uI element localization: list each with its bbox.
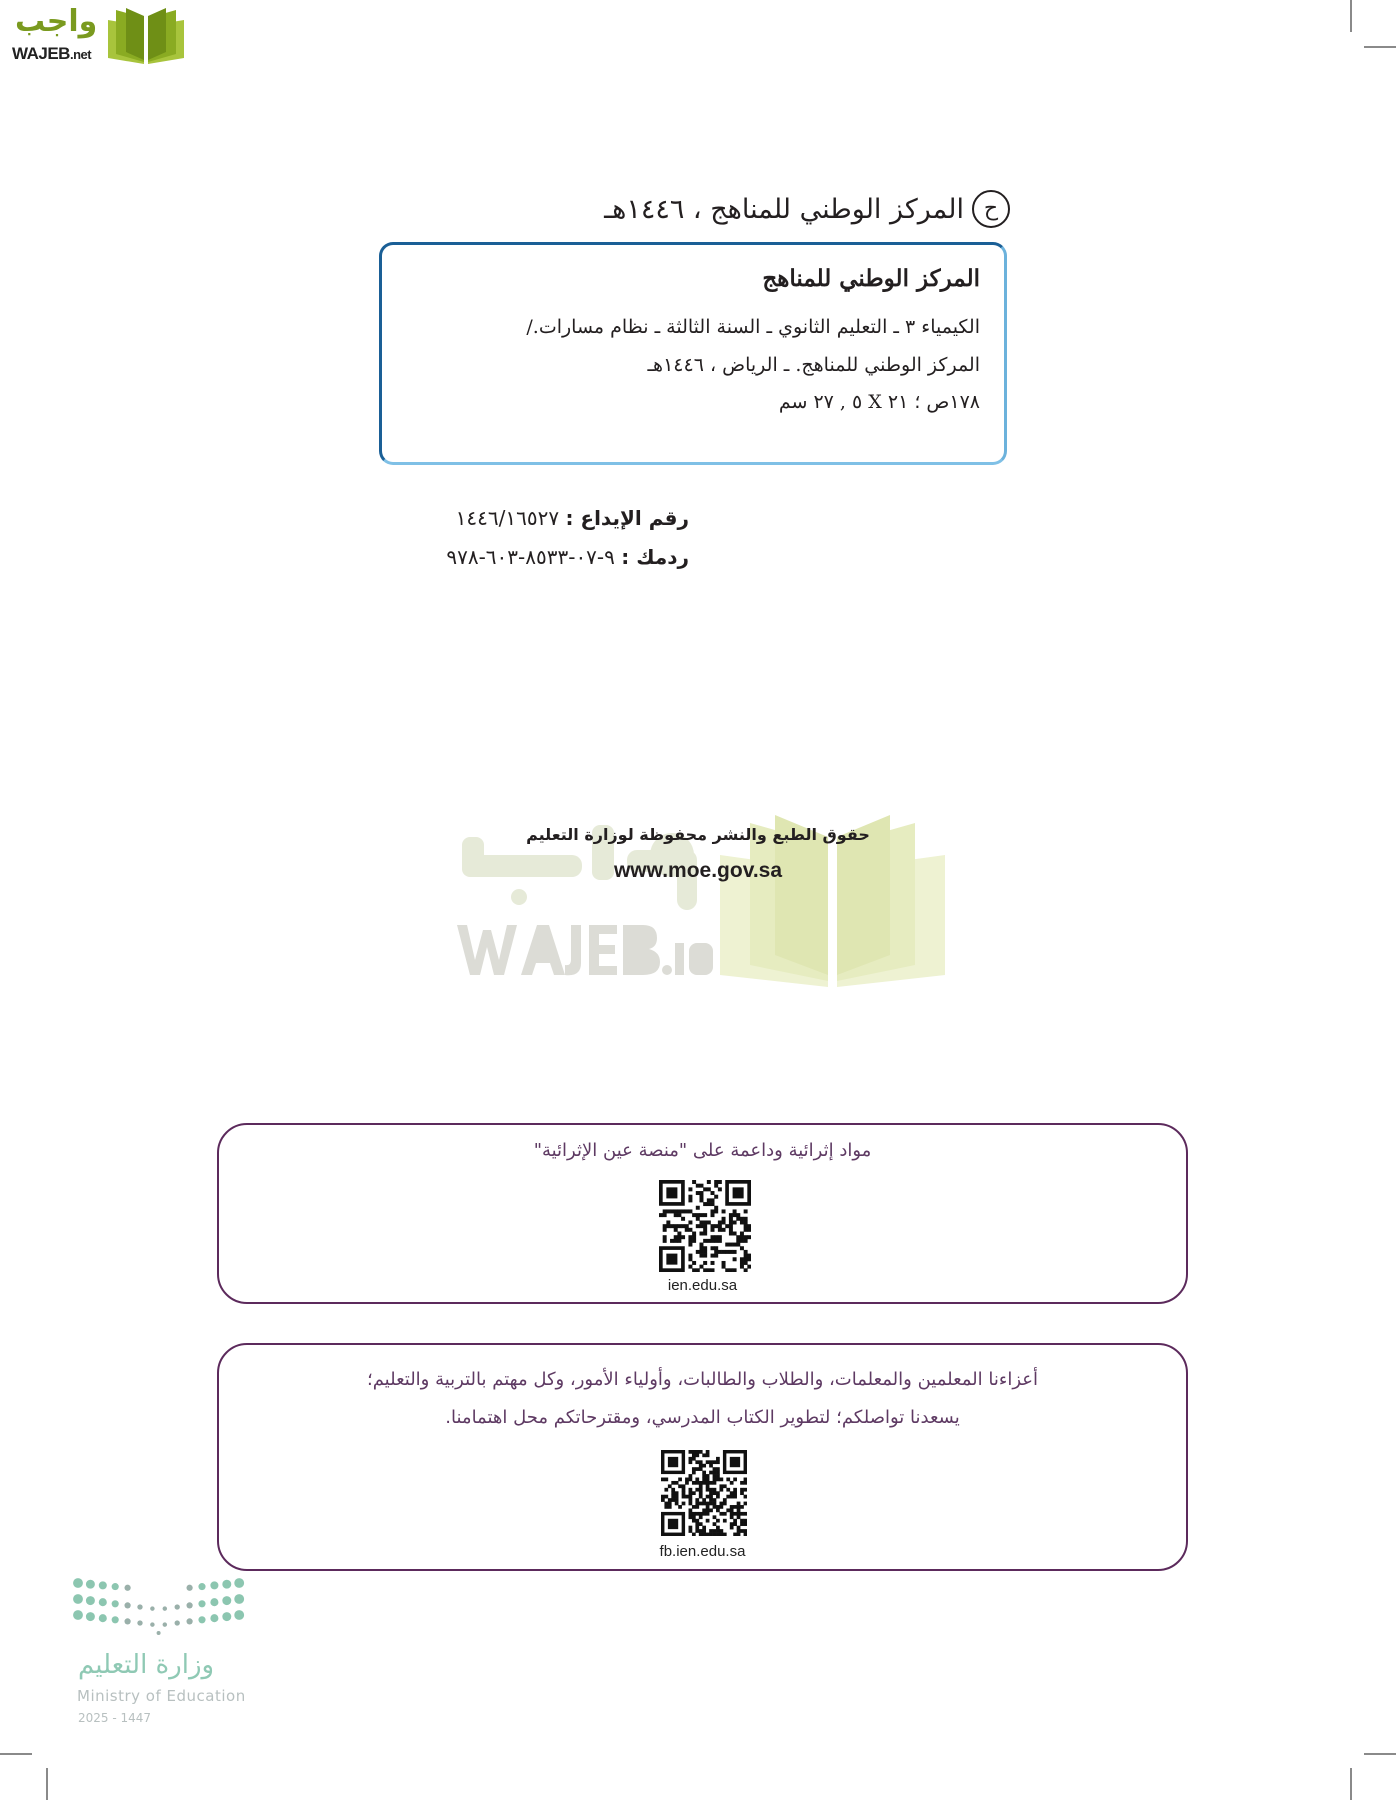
isbn-value: ٩-٠٧-٨٥٣٣-٦٠٣-٩٧٨ (446, 545, 615, 569)
cip-title (604, 190, 1010, 228)
feedback-url[interactable]: fb.ien.edu.sa (659, 1543, 746, 1560)
crop-mark (1350, 0, 1352, 32)
moe-dot (99, 1614, 107, 1622)
moe-dot (222, 1596, 231, 1605)
moe-dot (222, 1580, 231, 1589)
moe-dot (124, 1602, 130, 1608)
moe-dot (198, 1583, 205, 1590)
moe-dot (175, 1620, 180, 1625)
moe-dot (86, 1580, 95, 1589)
feedback-line-2: يسعدنا تواصلكم؛ لتطوير الكتاب المدرسي، ومقترحاتكم محل اهتمامنا. (445, 1407, 960, 1428)
moe-dot (175, 1604, 180, 1609)
cip-line: المركز الوطني للمناهج. ـ الرياض ، ١٤٤٦هـ (647, 354, 980, 376)
moe-dot (198, 1600, 205, 1607)
moe-year: 2025 - 1447 (78, 1711, 152, 1725)
moe-dot (73, 1594, 83, 1604)
moe-dot (234, 1610, 244, 1620)
moe-dot (210, 1581, 218, 1589)
wajeb-logo-latin: WAJEB.net (12, 44, 92, 63)
deposit-number (456, 505, 689, 531)
moe-dot (99, 1581, 107, 1589)
moe-dot (137, 1604, 142, 1609)
isbn (446, 544, 689, 570)
moe-dot (73, 1578, 83, 1588)
ien-url[interactable]: ien.edu.sa (667, 1277, 738, 1294)
moe-dot (222, 1612, 231, 1621)
moe-dot (112, 1616, 119, 1623)
copyright-symbol: ح (972, 190, 1010, 228)
feedback-line-1: أعزاءنا المعلمين والمعلمات، والطلاب والطالبات، وأولياء الأمور، وكل مهتم بالتربية والتعليم؛ (366, 1369, 1039, 1390)
moe-dot (157, 1631, 161, 1635)
feedback-qr-code[interactable] (661, 1450, 747, 1536)
copyright-notice: حقوق الطبع والنشر محفوظة لوزارة التعليم (526, 825, 870, 844)
moe-dot (210, 1614, 218, 1622)
moe-dot (234, 1594, 244, 1604)
ien-platform-box (217, 1123, 1188, 1304)
moe-dot (124, 1618, 130, 1624)
cip-line: ١٧٨ص ؛ ٢١ X ٥ , ٢٧ سم (778, 391, 980, 413)
crop-mark (46, 1768, 48, 1800)
moe-dot (150, 1622, 154, 1626)
moe-dot (86, 1612, 95, 1621)
moe-arabic-name: وزارة التعليم (78, 1650, 215, 1680)
moe-dot (99, 1598, 107, 1606)
moe-english-name: Ministry of Education (77, 1687, 246, 1705)
moe-dot (137, 1620, 142, 1625)
moe-dot (112, 1583, 119, 1590)
moe-dot (210, 1598, 218, 1606)
cip-title-text: المركز الوطني للمناهج ، ١٤٤٦هـ (604, 193, 964, 225)
cip-heading: المركز الوطني للمناهج (762, 265, 980, 292)
crop-mark (1364, 1753, 1396, 1755)
deposit-value: ١٤٤٦/١٦٥٢٧ (455, 506, 560, 530)
book-icon (106, 6, 186, 66)
moe-dot (198, 1616, 205, 1623)
cip-line: الكيمياء ٣ ـ التعليم الثانوي ـ السنة الثالثة ـ نظام مسارات./ (526, 316, 980, 338)
crop-mark (0, 1753, 32, 1755)
ministry-of-education-logo (70, 1575, 260, 1735)
moe-dot (86, 1596, 95, 1605)
moe-dot (112, 1600, 119, 1607)
moe-dot (163, 1622, 167, 1626)
ien-qr-code[interactable] (659, 1180, 751, 1272)
moe-dot (186, 1585, 192, 1591)
deposit-label: رقم الإيداع : (565, 506, 689, 530)
ien-box-text: مواد إثرائية وداعمة على "منصة عين الإثرائية" (533, 1140, 872, 1161)
moe-dot (186, 1618, 192, 1624)
moe-dot (186, 1602, 192, 1608)
moe-dot (163, 1606, 167, 1610)
crop-mark (1364, 46, 1396, 48)
crop-mark (1350, 1768, 1352, 1800)
moe-dot (73, 1610, 83, 1620)
feedback-box (217, 1343, 1188, 1571)
wajeb-logo[interactable] (9, 4, 189, 66)
wajeb-logo-arabic: واجب (15, 4, 98, 39)
moe-website-link[interactable]: www.moe.gov.sa (613, 859, 783, 882)
isbn-label: ردمك : (621, 545, 689, 569)
cip-record-box (379, 242, 1007, 465)
moe-dot (150, 1606, 154, 1610)
moe-dot (124, 1585, 130, 1591)
moe-dot (234, 1578, 244, 1588)
moe-dots-emblem (70, 1575, 250, 1637)
